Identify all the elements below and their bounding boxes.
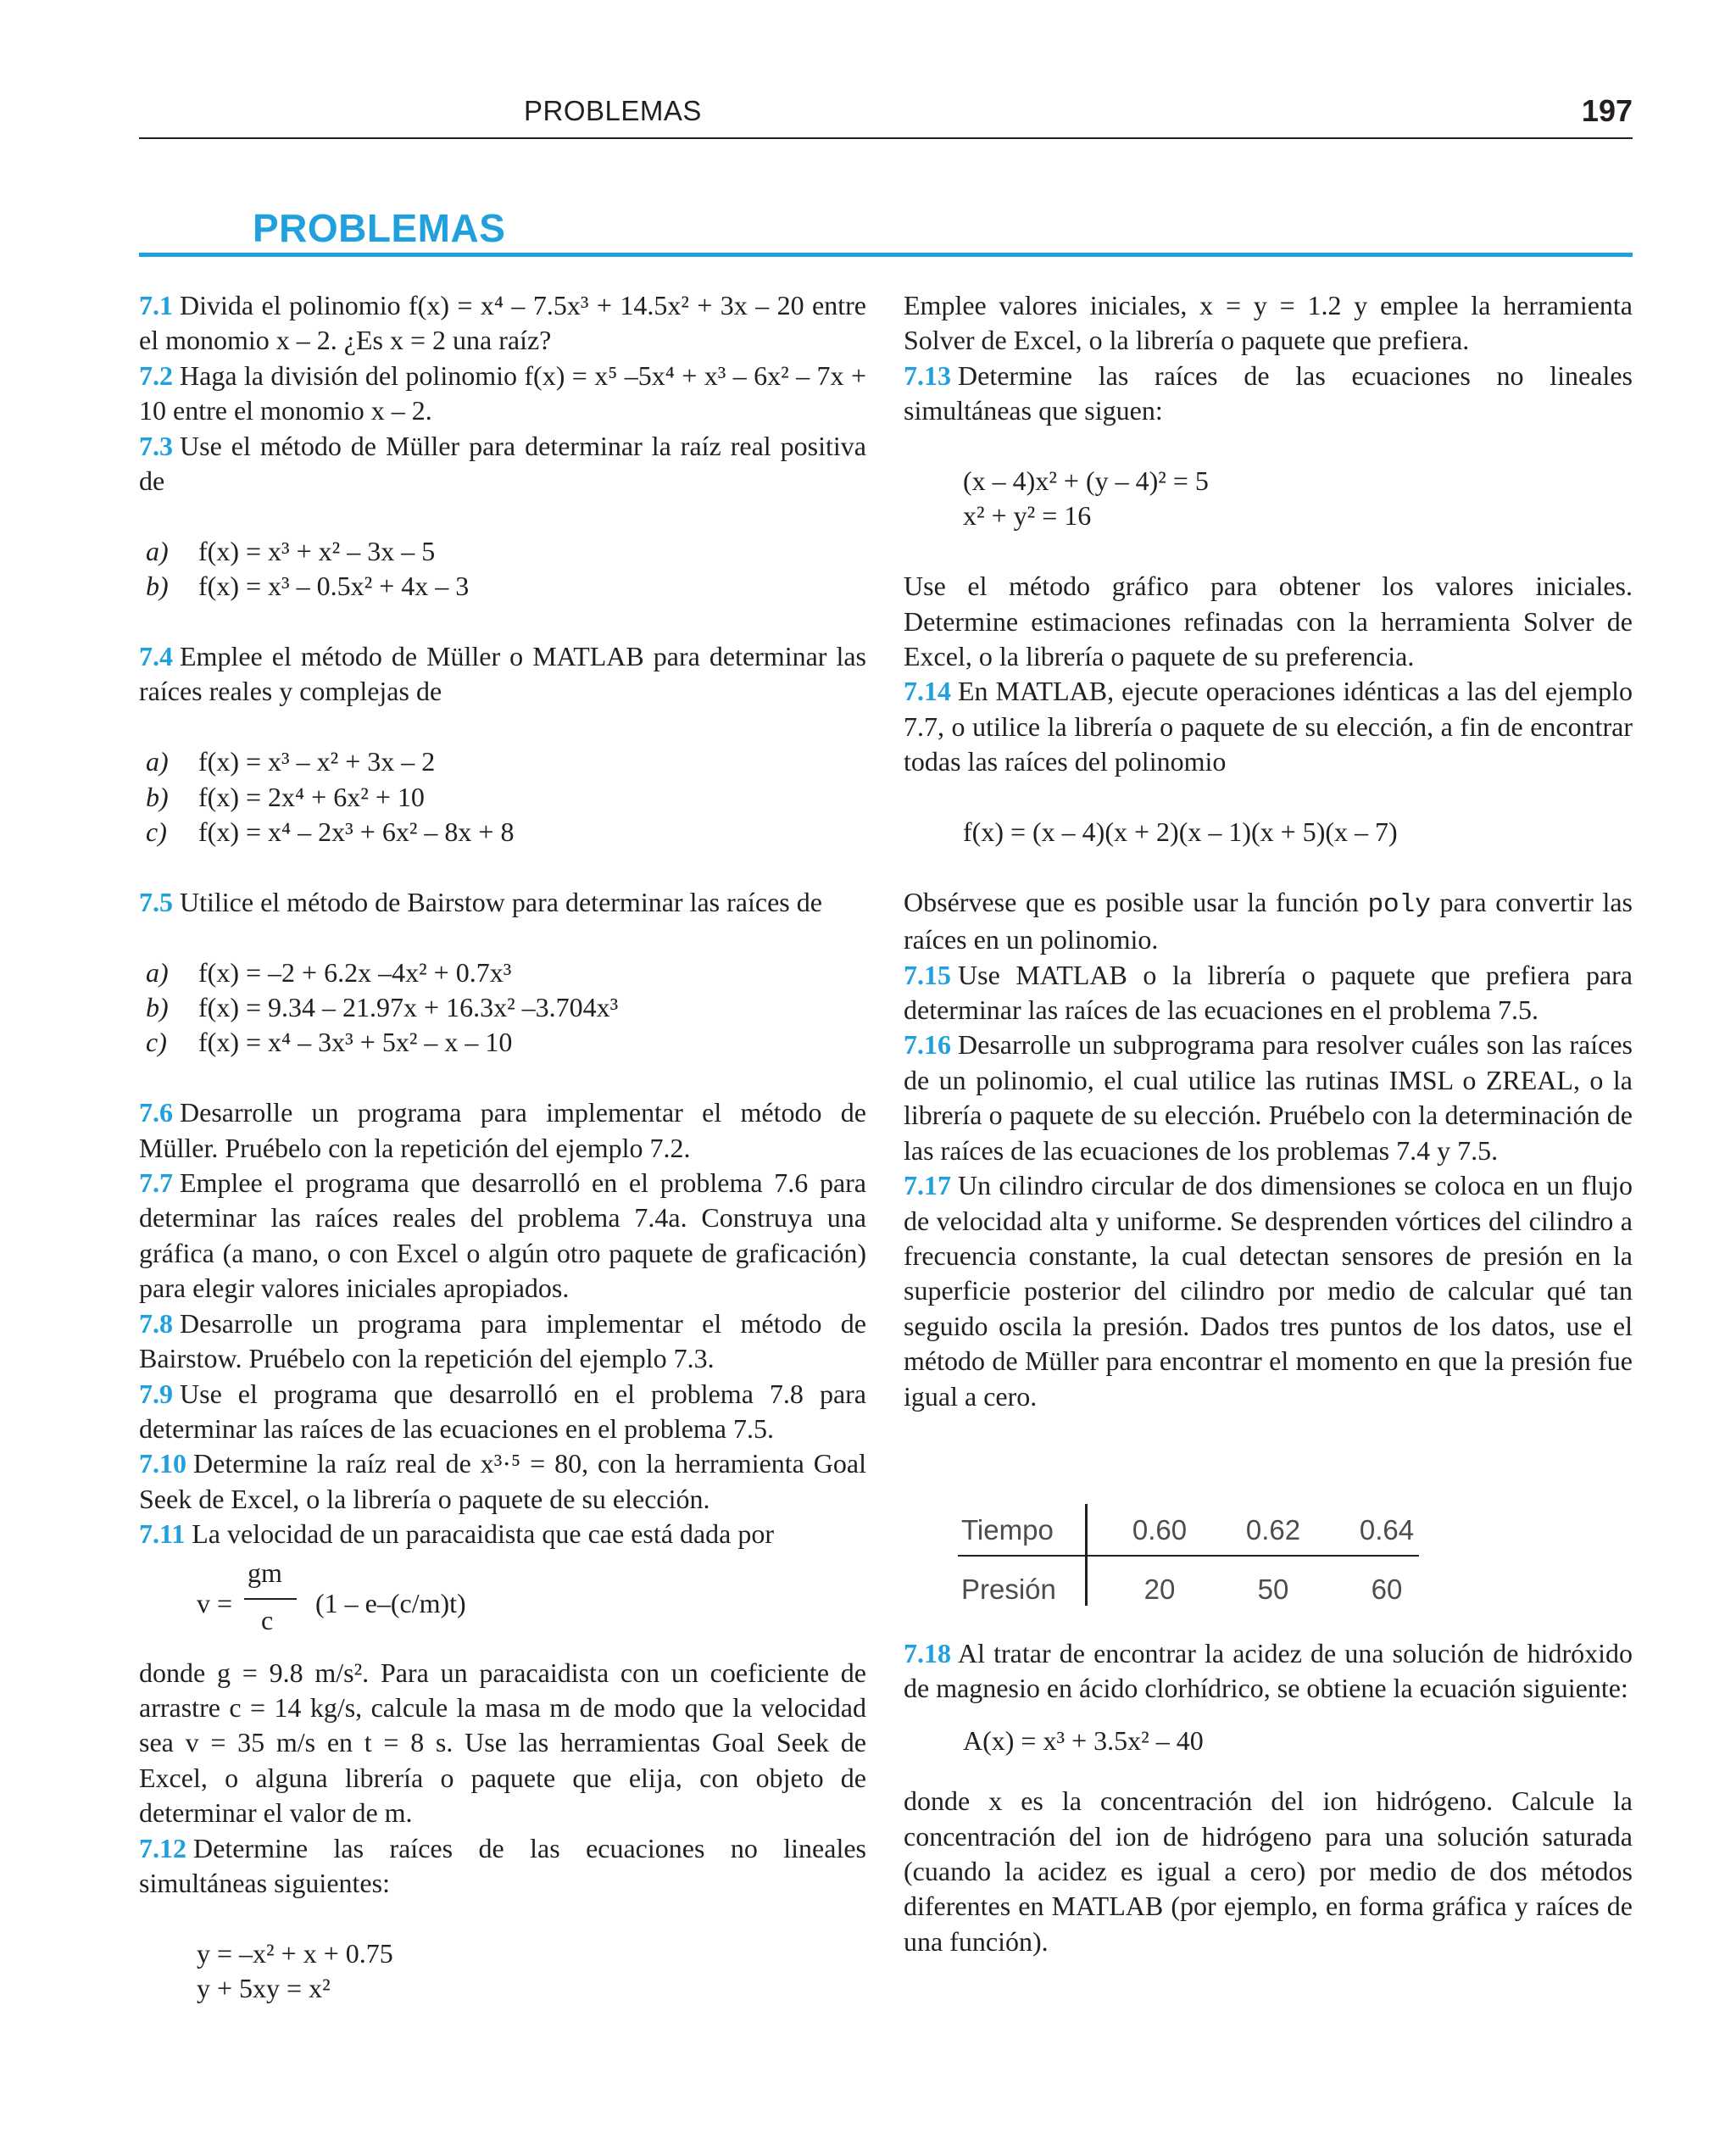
problem-number: 7.4	[139, 641, 173, 672]
problem-7-5	[139, 885, 866, 920]
problem-7-12-continued: Emplee valores iniciales, x = y = 1.2 y emplee la herramienta Solver de Excel, o la librería o paquete que prefiera.	[904, 290, 1633, 356]
item-expression: f(x) = 9.34 – 21.97x + 16.3x² –3.704x³	[198, 992, 619, 1023]
problem-number: 7.16	[904, 1029, 951, 1061]
problem-number: 7.9	[139, 1378, 173, 1409]
problem-number: 7.7	[139, 1167, 173, 1199]
problem-7-8	[139, 1306, 866, 1377]
problem-text: Emplee el método de Müller o MATLAB para determinar las raíces reales y complejas de	[139, 641, 866, 707]
problem-7-18-continued: donde x es la concentración del ion hidrógeno. Calcule la concentración del ion de hidrógeno para una solución saturada (cuando la acidez es igual a cero) por medio de dos métodos diferentes en MATLAB (por ejemplo, en forma gráfica y raíces de una función).	[904, 1785, 1633, 1957]
problem-7-4	[139, 639, 866, 710]
problem-number: 7.14	[904, 676, 951, 707]
problem-text: Use el método de Müller para determinar la raíz real positiva de	[139, 430, 866, 497]
list-item	[139, 1025, 866, 1060]
left-column	[139, 288, 866, 2007]
list-item	[139, 955, 866, 990]
code-poly: poly	[1367, 889, 1431, 920]
problem-7-12	[139, 1831, 866, 1902]
problem-text: La velocidad de un paracaidista que cae está dada por	[192, 1518, 774, 1550]
item-label: b)	[146, 781, 169, 812]
row-label-presion: Presión	[961, 1574, 1056, 1605]
problem-text: Use el programa que desarrolló en el problema 7.8 para determinar las raíces de las ecuaciones en el problema 7.5.	[139, 1378, 866, 1444]
problem-7-2	[139, 359, 866, 429]
problem-number: 7.8	[139, 1307, 173, 1339]
problem-number: 7.17	[904, 1170, 951, 1201]
problem-text: Al tratar de encontrar la acidez de una solución de hidróxido de magnesio en ácido clorhídrico, se obtiene la ecuación siguiente:	[904, 1638, 1633, 1704]
problem-number: 7.18	[904, 1638, 951, 1668]
equation: (x – 4)x² + (y – 4)² = 5	[963, 465, 1209, 497]
problem-number: 7.1	[139, 290, 173, 320]
problem-text: Divida el polinomio f(x) = x⁴ – 7.5x³ + 14.5x² + 3x – 20 entre el monomio x – 2. ¿Es x = 2 una raíz?	[139, 290, 866, 356]
right-column-lower	[904, 1636, 1633, 1959]
problem-text: Determine la raíz real de x³·⁵ = 80, con la herramienta Goal Seek de Excel, o la librería o paquete de su elección.	[139, 1448, 866, 1514]
list-item	[139, 569, 866, 604]
problem-text: Emplee el programa que desarrolló en el problema 7.6 para determinar las raíces reales del problema 7.4a. Construya una gráfica (a mano, o con Excel o algún otro paquete de graficación) para elegir valores iniciales apropiados.	[139, 1167, 866, 1304]
right-column	[904, 288, 1633, 1414]
problem-text: Determine las raíces de las ecuaciones no lineales simultáneas siguientes:	[139, 1832, 866, 1898]
problem-number: 7.13	[904, 359, 951, 391]
problem-number: 7.11	[139, 1518, 186, 1550]
problem-number: 7.15	[904, 959, 951, 990]
problem-text: Desarrolle un programa para implementar el método de Bairstow. Pruébelo con la repetición del ejemplo 7.3.	[139, 1307, 866, 1374]
problem-7-1	[139, 288, 866, 359]
page-number: 197	[1581, 93, 1633, 128]
problem-number: 7.3	[139, 430, 173, 461]
row-label-tiempo: Tiempo	[961, 1514, 1054, 1546]
equation: y + 5xy = x²	[197, 1973, 331, 2004]
problem-number: 7.5	[139, 886, 173, 917]
running-header-title: PROBLEMAS	[524, 95, 702, 126]
list-item	[139, 534, 866, 569]
problem-text: Use MATLAB o la librería o paquete que prefiera para determinar las raíces de las ecuaciones en el problema 7.5.	[904, 959, 1633, 1026]
problem-7-14-continued: Obsérvese que es posible usar la función poly para convertir las raíces en un polinomio.	[904, 886, 1633, 955]
problem-text: Desarrolle un subprograma para resolver cuáles son las raíces de un polinomio, el cual utilice las rutinas IMSL o ZREAL, o la librería o paquete de su elección. Pruébelo con la determinación de las raíces de las ecuaciones de los problemas 7.4 y 7.5.	[904, 1029, 1633, 1166]
item-label: b)	[146, 571, 169, 602]
list-item	[139, 780, 866, 815]
problem-7-14	[904, 674, 1633, 779]
problem-number: 7.6	[139, 1097, 173, 1128]
formula-lhs: v =	[197, 1587, 233, 1618]
problem-7-3	[139, 429, 866, 499]
problem-text: Un cilindro circular de dos dimensiones se coloca en un flujo de velocidad alta y uniforme. Se desprenden vórtices del cilindro a frecuencia constante, la cual detectan sensores de presión en la superficie posterior del cilindro por medio de calcular qué tan seguido oscila la presión. Dados tres puntos de los datos, use el método de Müller para encontrar el momento en que la presión fue igual a cero.	[904, 1170, 1633, 1412]
list-item	[139, 815, 866, 849]
item-label: c)	[146, 816, 167, 848]
formula-numerator: gm	[248, 1557, 282, 1588]
item-expression: f(x) = x³ – 0.5x² + 4x – 3	[198, 571, 470, 602]
problem-number: 7.10	[139, 1448, 186, 1479]
problem-7-11	[139, 1517, 866, 1551]
equation: y = –x² + x + 0.75	[197, 1937, 393, 1969]
problem-text: Utilice el método de Bairstow para determinar las raíces de	[180, 886, 822, 917]
problem-number: 7.12	[139, 1832, 186, 1863]
item-label: a)	[146, 535, 169, 566]
item-label: a)	[146, 746, 169, 777]
equation: A(x) = x³ + 3.5x² – 40	[963, 1724, 1204, 1756]
problem-text: Haga la división del polinomio f(x) = x⁵ –5x⁴ + x³ – 6x² – 7x + 10 entre el monomio x – 2.	[139, 359, 866, 426]
problem-7-18	[904, 1636, 1633, 1707]
problem-text: Determine las raíces de las ecuaciones no lineales simultáneas que siguen:	[904, 359, 1633, 426]
velocity-formula	[139, 1552, 866, 1656]
problem-text: Desarrolle un programa para implementar el método de Müller. Pruébelo con la repetición del ejemplo 7.2.	[139, 1097, 866, 1163]
item-expression: f(x) = x³ + x² – 3x – 5	[198, 535, 436, 566]
fraction-bar	[244, 1598, 297, 1600]
problem-7-11-continued: donde g = 9.8 m/s². Para un paracaidista con un coeficiente de arrastre c = 14 kg/s, calcule la masa m de modo que la velocidad sea v = 35 m/s en t = 8 s. Use las herramientas Goal Seek de Excel, o alguna librería o paquete que elija, con objeto de determinar el valor de m.	[139, 1657, 866, 1829]
problem-7-7	[139, 1166, 866, 1306]
problem-7-9	[139, 1377, 866, 1447]
header-rule	[139, 137, 1633, 139]
formula-rest: (1 – e–(c/m)t)	[315, 1587, 466, 1618]
table-cell: 0.60	[1132, 1514, 1188, 1546]
list-item	[139, 990, 866, 1025]
item-label: c)	[146, 1027, 167, 1058]
problem-7-10	[139, 1446, 866, 1517]
item-expression: f(x) = –2 + 6.2x –4x² + 0.7x³	[198, 956, 512, 988]
list-item	[139, 744, 866, 779]
equation: x² + y² = 16	[963, 500, 1092, 532]
formula-denominator: c	[261, 1604, 274, 1635]
item-label: b)	[146, 992, 169, 1023]
section-rule	[139, 253, 1633, 257]
table-cell: 50	[1257, 1574, 1289, 1605]
table-cell: 0.62	[1245, 1514, 1301, 1546]
table-cell: 60	[1371, 1574, 1403, 1605]
table-horizontal-rule	[958, 1555, 1419, 1557]
table-cell: 20	[1143, 1574, 1176, 1605]
problem-7-16	[904, 1028, 1633, 1168]
item-expression: f(x) = x⁴ – 2x³ + 6x² – 8x + 8	[198, 816, 515, 848]
problem-text: En MATLAB, ejecute operaciones idénticas a las del ejemplo 7.7, o utilice la librería o paquete de su elección, a fin de encontrar todas las raíces del polinomio	[904, 676, 1633, 777]
table-cell: 0.64	[1359, 1514, 1415, 1546]
equation: f(x) = (x – 4)(x + 2)(x – 1)(x + 5)(x – 7)	[963, 816, 1398, 848]
problem-7-6	[139, 1095, 866, 1166]
problem-7-17	[904, 1168, 1633, 1414]
item-expression: f(x) = x³ – x² + 3x – 2	[198, 746, 436, 777]
problem-number: 7.2	[139, 359, 173, 391]
item-expression: f(x) = 2x⁴ + 6x² + 10	[198, 781, 425, 812]
problem-7-15	[904, 958, 1633, 1028]
section-title: PROBLEMAS	[253, 206, 506, 250]
item-expression: f(x) = x⁴ – 3x³ + 5x² – x – 10	[198, 1027, 513, 1058]
problem-7-13-continued: Use el método gráfico para obtener los valores iniciales. Determine estimaciones refinadas con la herramienta Solver de Excel, o la librería o paquete de su preferencia.	[904, 571, 1633, 672]
item-label: a)	[146, 956, 169, 988]
problem-7-13	[904, 359, 1633, 429]
